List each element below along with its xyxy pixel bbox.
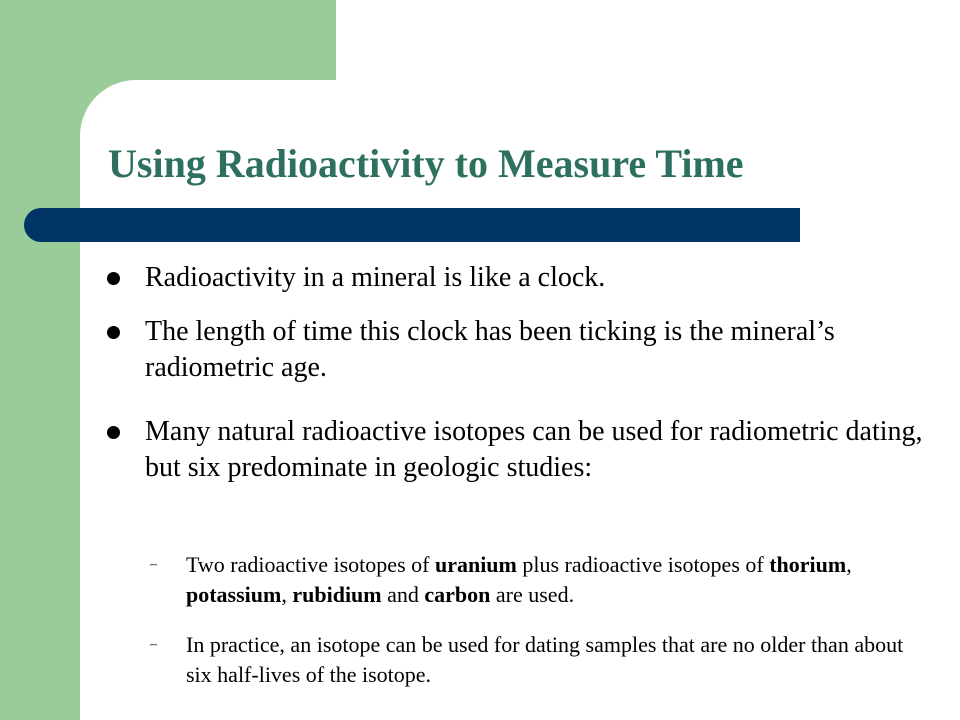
bullet-item [145, 314, 925, 386]
bullet-dot-icon [107, 272, 120, 285]
keyword-thorium: thorium [769, 552, 847, 577]
keyword-rubidium: rubidium [292, 582, 382, 607]
bullet-text: The length of time this clock has been ticking is the mineral’s radiometric age. [145, 316, 835, 383]
keyword-uranium: uranium [434, 552, 517, 577]
bullet-item [145, 414, 925, 486]
bullet-dot-icon [107, 426, 120, 439]
sub-bullet-text: In practice, an isotope can be used for dating samples that are no older than about six half-lives of the isotope. [186, 632, 904, 687]
sub-bullet-text: Two radioactive isotopes of uranium plus radioactive isotopes of thorium, potassium, rubidium and carbon are used. [186, 552, 852, 607]
slide-title: Using Radioactivity to Measure Time [108, 141, 744, 186]
bullet-item [145, 260, 925, 296]
bullet-text: Many natural radioactive isotopes can be used for radiometric dating, but six predominate in geologic studies: [145, 416, 923, 483]
sub-bullet-item [150, 550, 931, 610]
keyword-carbon: carbon [424, 582, 491, 607]
bullet-dot-icon [107, 326, 120, 339]
dash-icon: – [150, 637, 157, 652]
keyword-potassium: potassium [186, 582, 282, 607]
sub-bullet-item [150, 630, 931, 690]
dash-icon: – [150, 557, 157, 572]
bullet-text: Radioactivity in a mineral is like a clock. [145, 262, 606, 293]
